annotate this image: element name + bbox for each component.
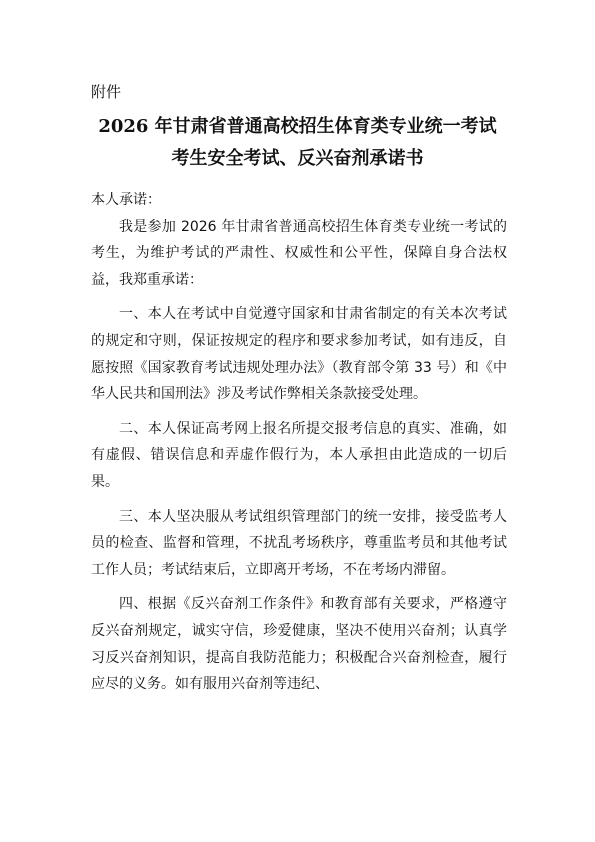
- attachment-label: 附件: [91, 83, 122, 101]
- paragraph-item-2: 二、本人保证高考网上报名所提交报考信息的真实、准确，如有虚假、错误信息和弄虚作假行为，本人承担由此造成的一切后果。: [91, 420, 507, 490]
- document-title-line-1: 2026 年甘肃省普通高校招生体育类专业统一考试: [98, 116, 497, 137]
- paragraph-item-4: 四、根据《反兴奋剂工作条件》和教育部有关要求，严格遵守反兴奋剂规定，诚实守信，珍爱健康，坚决不使用兴奋剂；认真学习反兴奋剂知识，提高自我防范能力；积极配合兴奋剂检查，履行应尽的义务。如有服用兴奋剂等违纪、: [91, 596, 507, 693]
- document-body: [91, 187, 507, 698]
- document-title-line-2: 考生安全考试、反兴奋剂承诺书: [171, 148, 424, 169]
- paragraph-item-1: 一、本人在考试中自觉遵守国家和甘肃省制定的有关本次考试的规定和守则，保证按规定的程序和要求参加考试，如有违反，自愿按照《国家教育考试违规处理办法》（教育部令第 33 号）和《中华人民共和国刑法》涉及考试作弊相关条款接受处理。: [91, 306, 507, 403]
- paragraph-item-3: 三、本人坚决服从考试组织管理部门的统一安排，接受监考人员的检查、监督和管理，不扰乱考场秩序，尊重监考员和其他考试工作人员；考试结束后，立即离开考场，不在考场内滞留。: [91, 508, 507, 578]
- paragraph-intro: 我是参加 2026 年甘肃省普通高校招生体育类专业统一考试的考生，为维护考试的严肃性、权威性和公平性，保障自身合法权益，我郑重承诺：: [91, 218, 507, 288]
- salutation: 本人承诺：: [91, 192, 161, 208]
